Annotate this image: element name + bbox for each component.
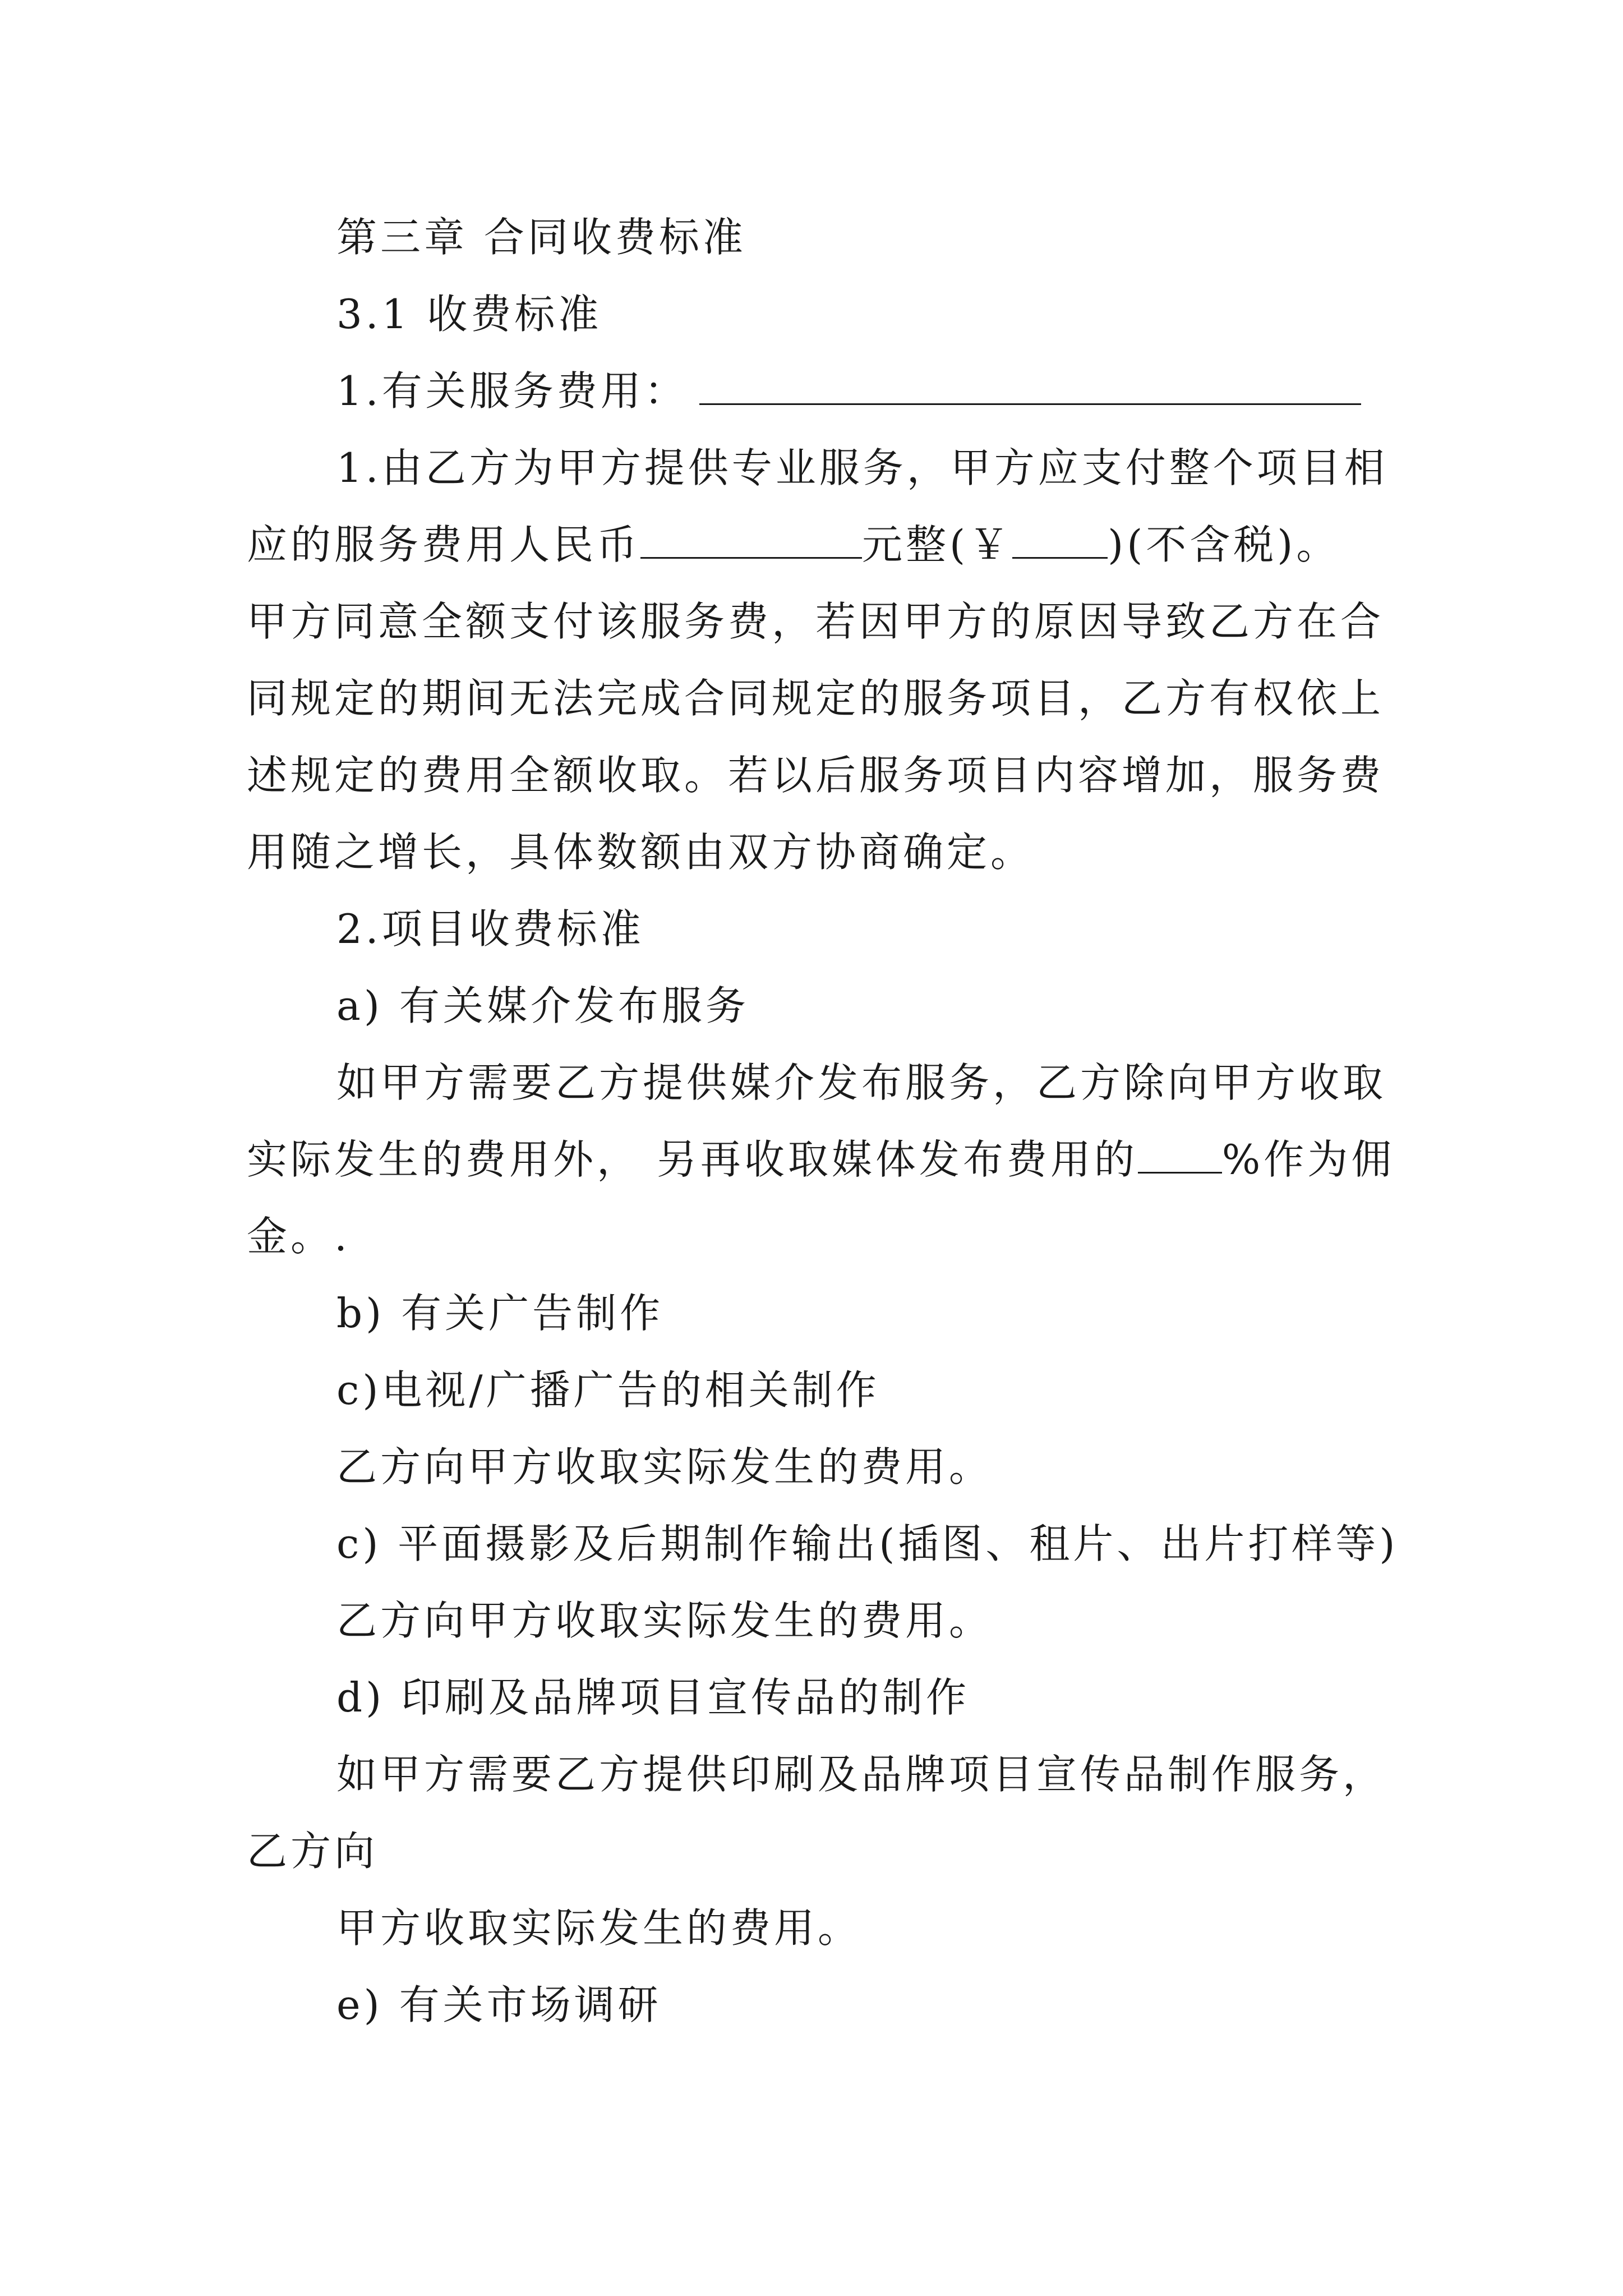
paragraph-text: 应的服务费用人民币 xyxy=(247,521,641,568)
item-heading xyxy=(247,1506,1399,1582)
paragraph-line xyxy=(247,430,1388,507)
paragraph-text: 如甲方需要乙方提供印刷及品牌项目宣传品制作服务， xyxy=(336,1751,1387,1798)
paragraph-text: 乙方向甲方收取实际发生的费用。 xyxy=(336,1597,993,1644)
item-heading-text: c) 平面摄影及后期制作输出(插图、租片、出片打样等) xyxy=(336,1520,1399,1567)
item-heading-text: e) 有关市场调研 xyxy=(336,1981,662,2028)
paragraph-line xyxy=(247,1890,1380,1967)
paragraph-line xyxy=(247,1045,1387,1121)
paragraph-line xyxy=(247,737,1385,814)
item-heading-text: a) 有关媒介发布服务 xyxy=(336,982,749,1029)
paragraph-text: 同规定的期间无法完成合同规定的服务项目，乙方有权依上 xyxy=(247,675,1385,722)
service-fee-blank[interactable] xyxy=(699,371,1361,405)
paragraph-line-amount xyxy=(247,507,1380,583)
section-heading xyxy=(247,276,1380,353)
subsection-heading-text: 2.项目收费标准 xyxy=(336,905,644,953)
item-heading-text: c)电视/广播广告的相关制作 xyxy=(336,1366,880,1414)
item-heading xyxy=(247,1352,1380,1429)
paragraph-text: 金。. xyxy=(247,1213,351,1260)
document-body xyxy=(247,199,1399,2044)
paragraph-text: 实际发生的费用外， 另再收取媒体发布费用的 xyxy=(247,1136,1138,1183)
item-heading-text: b) 有关广告制作 xyxy=(336,1290,664,1337)
chapter-heading xyxy=(247,199,1380,276)
paragraph-text: 1.由乙方为甲方提供专业服务，甲方应支付整个项目相 xyxy=(336,444,1388,491)
item-heading-text: d) 印刷及品牌项目宣传品的制作 xyxy=(336,1674,970,1721)
paragraph-text: %作为佣 xyxy=(1221,1136,1395,1183)
paragraph-line xyxy=(247,660,1385,737)
paragraph-line xyxy=(247,1582,1380,1659)
section-heading-text: 3.1 收费标准 xyxy=(336,291,602,338)
percent-blank[interactable] xyxy=(1138,1139,1222,1174)
paragraph-text: 元整(￥ xyxy=(862,521,1013,568)
paragraph-line xyxy=(247,1198,1380,1275)
paragraph-text: 甲方同意全额支付该服务费，若因甲方的原因导致乙方在合 xyxy=(247,598,1385,645)
item-heading xyxy=(247,968,1380,1045)
subsection-heading xyxy=(247,891,1380,968)
paragraph-line-percent xyxy=(247,1121,1395,1198)
paragraph-text: 乙方向甲方收取实际发生的费用。 xyxy=(336,1443,993,1490)
paragraph-line xyxy=(247,1429,1380,1506)
chapter-heading-text: 第三章 合同收费标准 xyxy=(336,214,746,261)
paragraph-text: 乙方向 xyxy=(247,1828,379,1875)
paragraph-line xyxy=(247,1736,1387,1813)
service-fee-line xyxy=(247,353,1380,430)
amount-blank[interactable] xyxy=(640,524,862,559)
yen-amount-blank[interactable] xyxy=(1012,524,1108,559)
item-heading xyxy=(247,1275,1380,1352)
paragraph-text: 用随之增长，具体数额由双方协商确定。 xyxy=(247,829,1035,876)
paragraph-line xyxy=(247,583,1385,660)
paragraph-text: )(不含税)。 xyxy=(1108,521,1340,568)
item-heading xyxy=(247,1659,1380,1736)
paragraph-line xyxy=(247,814,1380,891)
paragraph-text: 述规定的费用全额收取。若以后服务项目内容增加，服务费 xyxy=(247,752,1385,799)
service-fee-label: 1.有关服务费用： xyxy=(336,367,688,415)
paragraph-text: 如甲方需要乙方提供媒介发布服务，乙方除向甲方收取 xyxy=(336,1059,1387,1106)
paragraph-text: 甲方收取实际发生的费用。 xyxy=(336,1904,862,1952)
item-heading xyxy=(247,1967,1380,2044)
paragraph-line xyxy=(247,1813,1380,1890)
